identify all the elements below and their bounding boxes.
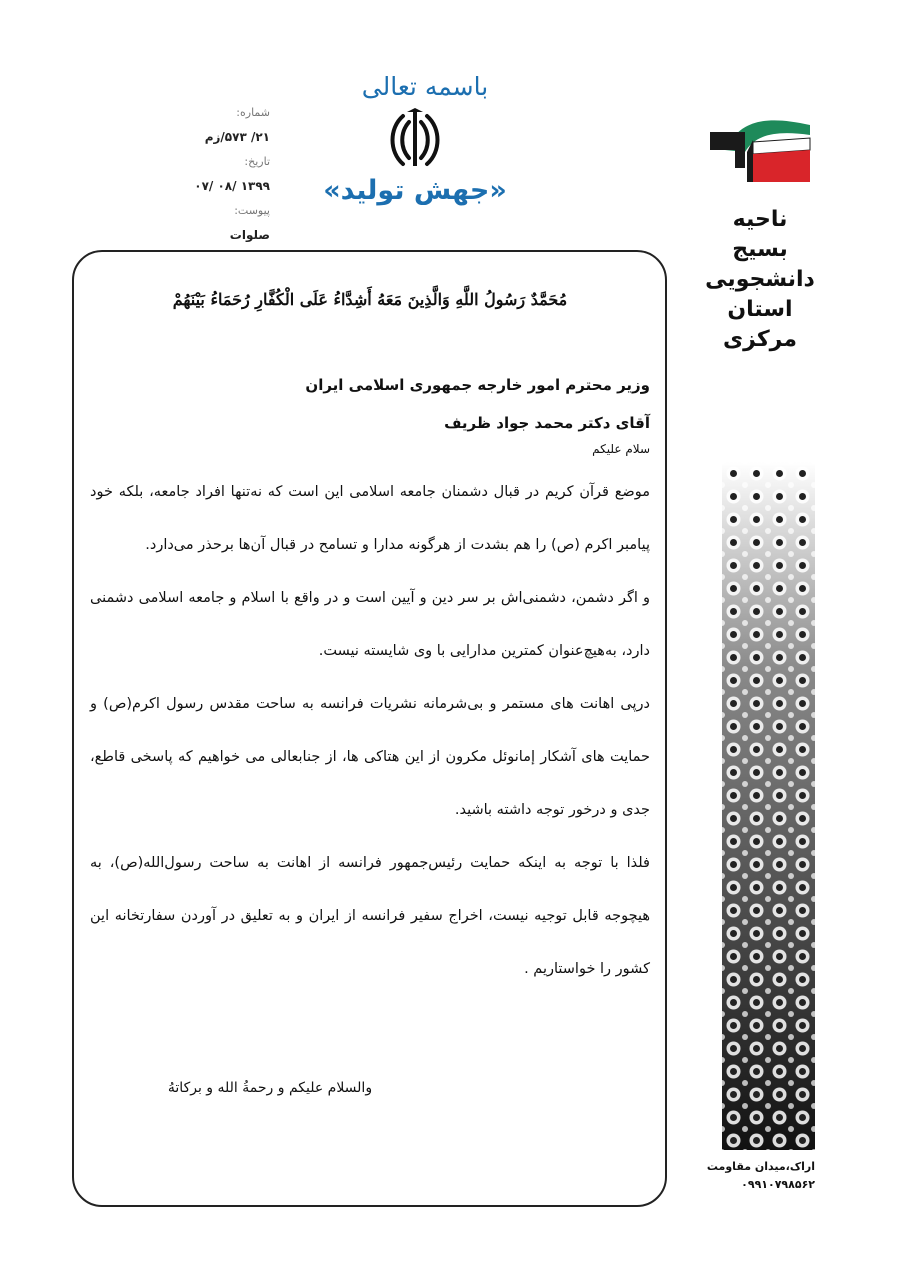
meta-row-number (150, 100, 270, 149)
letter-date: ۱۳۹۹ /۰۸ /۰۷ (194, 179, 270, 193)
letter-attachment: صلوات (229, 228, 270, 242)
iran-emblem-icon (385, 108, 445, 170)
address-line: اراک،میدان مقاومت (706, 1160, 815, 1173)
meta-row-attachment (150, 198, 270, 247)
meta-label: شماره: (236, 106, 270, 119)
phone-number: ۰۹۹۱۰۷۹۸۵۶۲ (741, 1178, 815, 1191)
organization-address (705, 1158, 815, 1194)
letter-meta (150, 100, 270, 247)
body-paragraph: و اگر دشمن، دشمنی‌اش بر سر دین و آیین است و در واقع با اسلام و جامعه اسلامی دشمنی دارد، به‌هیچ‌عنوان کمترین مدارایی با وی شایسته نیست. (90, 590, 650, 659)
meta-label: پیوست: (234, 204, 270, 217)
basij-logo-icon (705, 110, 815, 190)
greeting: سلام علیکم (592, 442, 650, 456)
org-name-line: استان (727, 297, 793, 322)
recipient-title: وزیر محترم امور خارجه جمهوری اسلامی ایران (305, 376, 650, 394)
org-name-line: مرکزی (723, 327, 797, 352)
letter-number: ۲۱/ ۵۷۳/زم (204, 130, 270, 144)
body-paragraph: درپی اهانت های مستمر و بی‌شرمانه نشریات فرانسه به ساحت مقدس رسول اکرم(ص) و حمایت های آشکار إمانوئل مکرون از این هتاکی ها، از جنابعالی می خواهیم که پاسخی قاطع، جدی و درخور توجه داشته باشید. (90, 696, 650, 818)
meta-row-date (150, 149, 270, 198)
body-paragraph: موضع قرآن کریم در قبال دشمنان جامعه اسلامی این است که نه‌تنها افراد جامعه، بلکه خود پیامبر اکرم (ص) را هم بشدت از هرگونه مدارا و تسامح در قبال آن‌ها برحذر می‌دارد. (90, 484, 650, 553)
quran-verse: مُحَمَّدٌ رَسُولُ اللَّهِ وَالَّذِینَ مَعَهُ أَشِدَّاءُ عَلَى الْكُفَّارِ رُحَمَاءُ بَيْنَهُمْ (172, 290, 568, 309)
body-paragraph: فلذا با توجه به اینکه حمایت رئیس‌جمهور فرانسه از اهانت به ساحت رسول‌الله(ص)، به هیچوجه قابل توجیه نیست، اخراج سفیر فرانسه از ایران و به تعلیق در آوردن سفارتخانه این کشور را خواستاریم . (90, 855, 650, 977)
org-name-line: ناحیه بسیج (732, 207, 788, 262)
recipient-name: آقای دکتر محمد جواد ظریف (444, 414, 650, 432)
recipient-block (90, 366, 650, 442)
org-name-line: دانشجویی (705, 267, 815, 292)
meta-label: تاریخ: (244, 155, 270, 168)
closing-salutation: والسلام علیکم و رحمةُ الله و برکاتهُ (167, 1080, 373, 1096)
organization-name (705, 205, 815, 355)
decorative-pattern (722, 462, 815, 1150)
letter-body (90, 466, 650, 996)
slogan-heading: «جهش تولید» (323, 175, 507, 206)
bismillah-heading: باسمه تعالی (361, 72, 489, 101)
